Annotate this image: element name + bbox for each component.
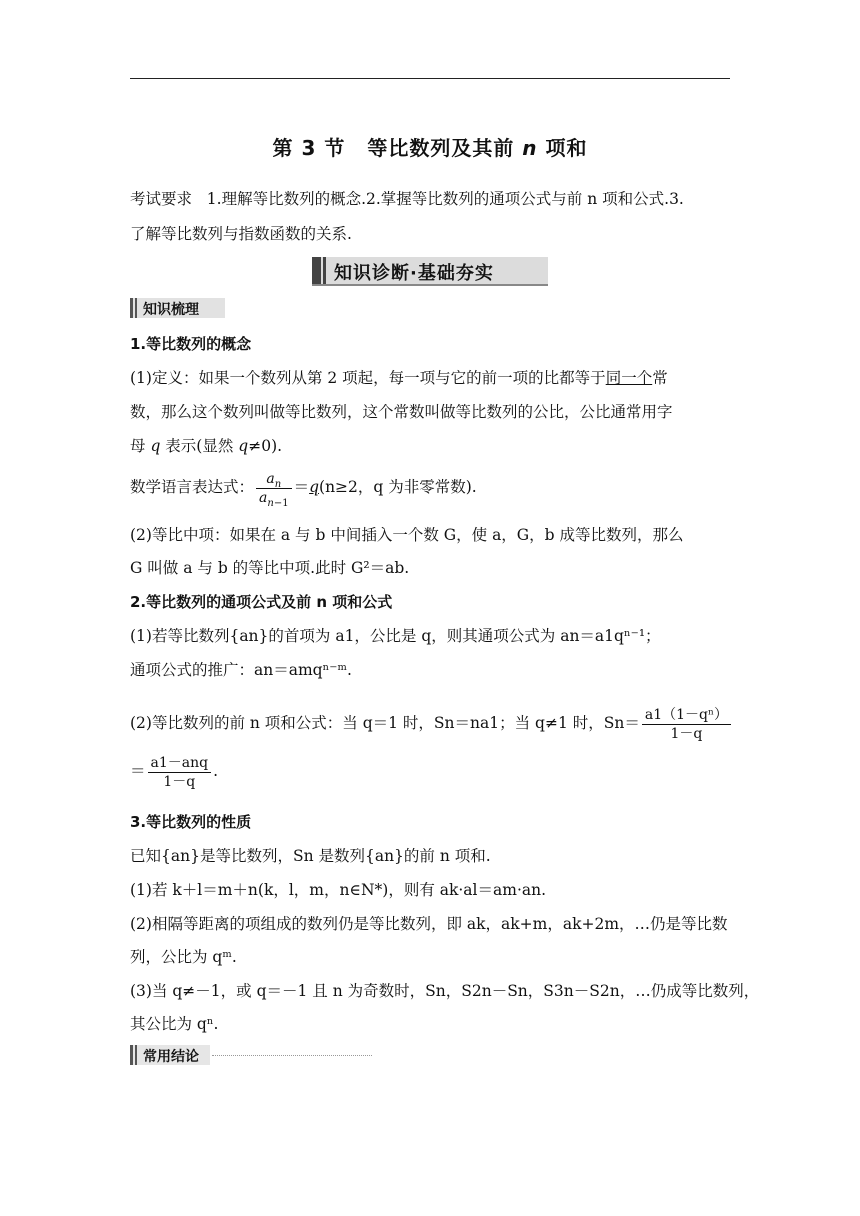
- section-banner: [312, 257, 548, 286]
- s1-def-line-1: [130, 368, 668, 388]
- s1-expression-line: 数学语言表达式： $\frac{a_n}{a_{n-1}}$ ＝q(n≥2，q 为非零常数).: [130, 470, 477, 509]
- sub-heading-bar-2: [130, 1045, 133, 1065]
- sub-heading-conclusions-text: 常用结论: [143, 1049, 199, 1065]
- header-rule: [130, 78, 730, 79]
- sum-fraction-1-den: 1－q: [670, 725, 703, 742]
- banner-text: 知识诊断·基础夯实: [334, 263, 494, 284]
- s3-property-3a: (3)当 q≠－1，或 q＝－1 且 n 为奇数时，Sn，S2n－Sn，S3n－S2n，…仍成等比数列，: [130, 982, 760, 1000]
- s3-heading: 3.等比数列的性质: [130, 813, 252, 831]
- s1-mid-line-2: G 叫做 a 与 b 的等比中项.此时 G²＝ab.: [130, 559, 410, 577]
- sub-heading-knowledge-text: 知识梳理: [143, 302, 199, 318]
- sub-heading-bar-thin-2: [135, 1045, 137, 1065]
- s3-property-2b: 列，公比为 qᵐ.: [130, 948, 237, 966]
- s1-def3-b: 表示(显然: [160, 437, 239, 455]
- sub-heading-bar-thin: [135, 298, 137, 318]
- requirement-line-1: [130, 189, 684, 209]
- s1-mid-line-1: (2)等比中项：如果在 a 与 b 中间插入一个数 G，使 a，G，b 成等比数列，那么: [130, 526, 684, 544]
- s2-sum-text: (2)等比数列的前 n 项和公式：当 q＝1 时，Sn＝na1；当 q≠1 时，Sn＝: [130, 714, 640, 732]
- s2-general-term-extension: 通项公式的推广：an＝amqⁿ⁻ᵐ.: [130, 661, 352, 679]
- sub-heading-dotted-line: [212, 1055, 372, 1056]
- banner-bar: [312, 257, 321, 284]
- s3-property-2a: (2)相隔等距离的项组成的数列仍是等比数列，即 ak，ak+m，ak+2m，…仍是等比数: [130, 915, 728, 933]
- sum-fraction-2-num: a1－anq: [148, 754, 212, 773]
- sub-heading-bar: [130, 298, 133, 318]
- sub-heading-knowledge: [130, 298, 225, 318]
- sub-heading-conclusions: [130, 1045, 210, 1065]
- s3-intro: 已知{an}是等比数列，Sn 是数列{an}的前 n 项和.: [130, 847, 491, 865]
- requirement-text-1: 1.理解等比数列的概念.2.掌握等比数列的通项公式与前 n 项和公式.3.: [206, 190, 684, 208]
- title-section: 第 3 节: [272, 136, 346, 160]
- s1-def-b: 常: [652, 369, 668, 387]
- s2-heading: 2.等比数列的通项公式及前 n 项和公式: [130, 593, 393, 611]
- ratio-fraction: $\frac{a_n}{a_{n-1}}$: [256, 470, 292, 507]
- s1-def3-a: 母: [130, 437, 151, 455]
- s3-property-3b: 其公比为 qⁿ.: [130, 1015, 219, 1033]
- s1-def3-q: q: [150, 437, 161, 455]
- s2-sum-line: [130, 704, 733, 743]
- sum-fraction-1-num: a1（1－qⁿ）: [642, 706, 731, 725]
- s1-heading: 1.等比数列的概念: [130, 335, 252, 353]
- sum-fraction-2-den: 1－q: [163, 773, 196, 790]
- sum-fraction-1: [642, 706, 731, 743]
- s1-def-a: (1)定义：如果一个数列从第 2 项起，每一项与它的前一项的比都等于: [130, 369, 606, 387]
- title-main: 等比数列及其前: [367, 136, 515, 160]
- s1-def-line-3: [130, 436, 282, 456]
- title-n: n: [522, 136, 538, 160]
- s2-sum-line-2: ＝ $\frac{\text{a1－anq}}{1-q}$ .: [130, 754, 219, 790]
- s1-def-underlined: 同一个: [605, 369, 653, 387]
- s1-def3-q2: q: [238, 437, 249, 455]
- banner-bar-thin: [323, 257, 326, 284]
- s3-property-1: (1)若 k＋l＝m＋n(k，l，m，n∈N*)，则有 ak·al＝am·an.: [130, 881, 547, 899]
- requirement-label: 考试要求: [130, 190, 193, 208]
- s1-expr-label: 数学语言表达式：: [130, 478, 255, 496]
- page-title: [0, 132, 860, 161]
- sum-fraction-2: [148, 754, 212, 791]
- s1-def-line-2: 数，那么这个数列叫做等比数列，这个常数叫做等比数列的公比，公比通常用字: [130, 403, 673, 421]
- title-end: 项和: [545, 136, 588, 160]
- s2-general-term: (1)若等比数列{an}的首项为 a1，公比是 q，则其通项公式为 an＝a1qⁿ⁻¹；: [130, 627, 661, 645]
- s1-def3-c: ≠0).: [248, 437, 283, 455]
- s1-expr-tail: (n≥2，q 为非零常数).: [319, 478, 477, 496]
- requirement-line-2: 了解等比数列与指数函数的关系.: [130, 225, 352, 243]
